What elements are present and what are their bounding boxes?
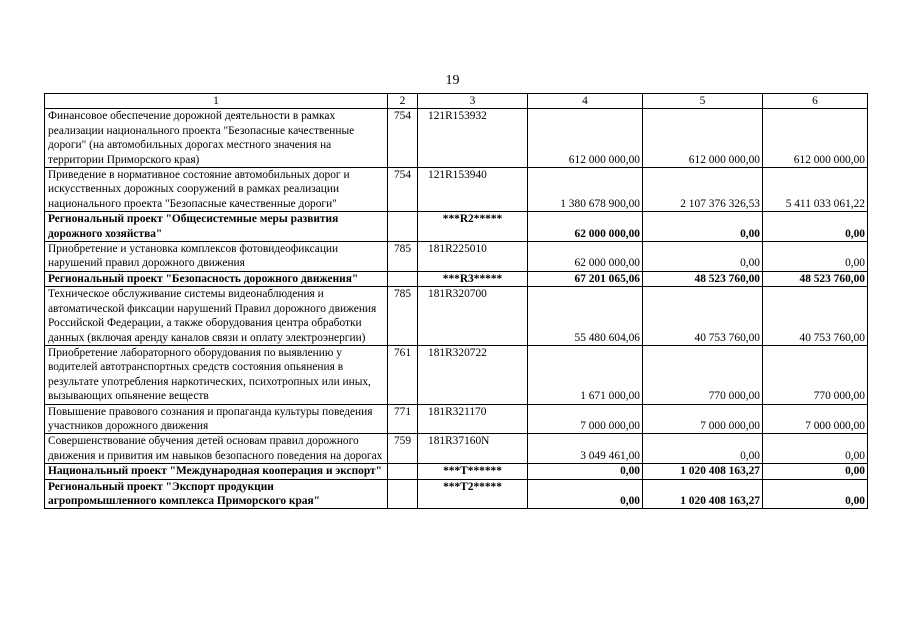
amount-cell: 40 753 760,00 xyxy=(643,287,763,346)
amount-cell: 1 380 678 900,00 xyxy=(528,168,643,212)
table-row xyxy=(45,404,868,434)
amount-cell: 40 753 760,00 xyxy=(763,287,868,346)
amount-cell: 770 000,00 xyxy=(763,345,868,404)
amount-cell: 612 000 000,00 xyxy=(528,109,643,168)
amount-cell: 48 523 760,00 xyxy=(763,271,868,286)
target-code-cell: 181R225010 xyxy=(418,242,528,272)
amount-cell: 7 000 000,00 xyxy=(763,404,868,434)
amount-cell: 0,00 xyxy=(643,212,763,242)
section-row xyxy=(45,479,868,509)
code-cell: 785 xyxy=(388,242,418,272)
amount-cell: 0,00 xyxy=(763,464,868,479)
target-code-cell: 181R320700 xyxy=(418,287,528,346)
target-code-cell: 181R321170 xyxy=(418,404,528,434)
description-cell: Совершенствование обучения детей основам правил дорожного движения и привития им навыков безопасного поведения на дорогах xyxy=(45,434,388,464)
target-code-cell: 181R320722 xyxy=(418,345,528,404)
amount-cell: 1 671 000,00 xyxy=(528,345,643,404)
header-cell: 5 xyxy=(643,94,763,109)
code-cell: 759 xyxy=(388,434,418,464)
description-cell: Финансовое обеспечение дорожной деятельности в рамках реализации национального проекта "Безопасные качественные дороги" (на автомобильных дорогах местного значения на территории Приморского края) xyxy=(45,109,388,168)
table-row xyxy=(45,434,868,464)
budget-table xyxy=(44,93,868,509)
amount-cell: 7 000 000,00 xyxy=(528,404,643,434)
target-code-cell: ***R2***** xyxy=(418,212,528,242)
amount-cell: 48 523 760,00 xyxy=(643,271,763,286)
target-code-cell: ***R3***** xyxy=(418,271,528,286)
header-cell: 1 xyxy=(45,94,388,109)
table-row xyxy=(45,109,868,168)
amount-cell: 7 000 000,00 xyxy=(643,404,763,434)
amount-cell: 2 107 376 326,53 xyxy=(643,168,763,212)
table-row xyxy=(45,345,868,404)
section-row xyxy=(45,212,868,242)
description-cell: Повышение правового сознания и пропаганда культуры поведения участников дорожного движения xyxy=(45,404,388,434)
amount-cell: 5 411 033 061,22 xyxy=(763,168,868,212)
target-code-cell: 121R153940 xyxy=(418,168,528,212)
amount-cell: 0,00 xyxy=(763,242,868,272)
amount-cell: 1 020 408 163,27 xyxy=(643,479,763,509)
amount-cell: 0,00 xyxy=(763,434,868,464)
header-cell: 6 xyxy=(763,94,868,109)
code-cell: 754 xyxy=(388,109,418,168)
description-cell: Приобретение лабораторного оборудования по выявлению у водителей автотранспортных средств состояния опьянения в результате употребления наркотических, психотропных или иных, вызывающих опьянение веществ xyxy=(45,345,388,404)
amount-cell: 0,00 xyxy=(528,464,643,479)
description-cell: Приобретение и установка комплексов фотовидеофиксации нарушений правил дорожного движения xyxy=(45,242,388,272)
amount-cell: 770 000,00 xyxy=(643,345,763,404)
description-cell: Региональный проект "Общесистемные меры развития дорожного хозяйства" xyxy=(45,212,388,242)
code-cell: 754 xyxy=(388,168,418,212)
code-cell xyxy=(388,212,418,242)
target-code-cell: ***T****** xyxy=(418,464,528,479)
code-cell: 785 xyxy=(388,287,418,346)
description-cell: Региональный проект "Экспорт продукции агропромышленного комплекса Приморского края" xyxy=(45,479,388,509)
amount-cell: 0,00 xyxy=(763,479,868,509)
code-cell: 761 xyxy=(388,345,418,404)
header-cell: 4 xyxy=(528,94,643,109)
amount-cell: 67 201 065,06 xyxy=(528,271,643,286)
header-cell: 2 xyxy=(388,94,418,109)
amount-cell: 612 000 000,00 xyxy=(643,109,763,168)
amount-cell: 62 000 000,00 xyxy=(528,242,643,272)
amount-cell: 1 020 408 163,27 xyxy=(643,464,763,479)
section-row xyxy=(45,271,868,286)
target-code-cell: ***T2***** xyxy=(418,479,528,509)
code-cell: 771 xyxy=(388,404,418,434)
code-cell xyxy=(388,271,418,286)
amount-cell: 62 000 000,00 xyxy=(528,212,643,242)
amount-cell: 0,00 xyxy=(643,242,763,272)
header-row xyxy=(45,94,868,109)
target-code-cell: 121R153932 xyxy=(418,109,528,168)
header-cell: 3 xyxy=(418,94,528,109)
amount-cell: 0,00 xyxy=(643,434,763,464)
table-row xyxy=(45,287,868,346)
section-row xyxy=(45,464,868,479)
code-cell xyxy=(388,464,418,479)
code-cell xyxy=(388,479,418,509)
target-code-cell: 181R37160N xyxy=(418,434,528,464)
description-cell: Техническое обслуживание системы видеонаблюдения и автоматической фиксации нарушений Правил дорожного движения Российской Федерации, а также оборудования центра обработки данных (включая аренду каналов связи и оплату электроэнергии) xyxy=(45,287,388,346)
amount-cell: 0,00 xyxy=(528,479,643,509)
description-cell: Региональный проект "Безопасность дорожного движения" xyxy=(45,271,388,286)
page-number: 19 xyxy=(445,73,460,88)
amount-cell: 0,00 xyxy=(763,212,868,242)
table-row xyxy=(45,242,868,272)
amount-cell: 55 480 604,06 xyxy=(528,287,643,346)
description-cell: Приведение в нормативное состояние автомобильных дорог и искусственных дорожных сооружений в рамках реализации национального проекта "Безопасные качественные дороги" xyxy=(45,168,388,212)
amount-cell: 3 049 461,00 xyxy=(528,434,643,464)
amount-cell: 612 000 000,00 xyxy=(763,109,868,168)
table-row xyxy=(45,168,868,212)
description-cell: Национальный проект "Международная кооперация и экспорт" xyxy=(45,464,388,479)
